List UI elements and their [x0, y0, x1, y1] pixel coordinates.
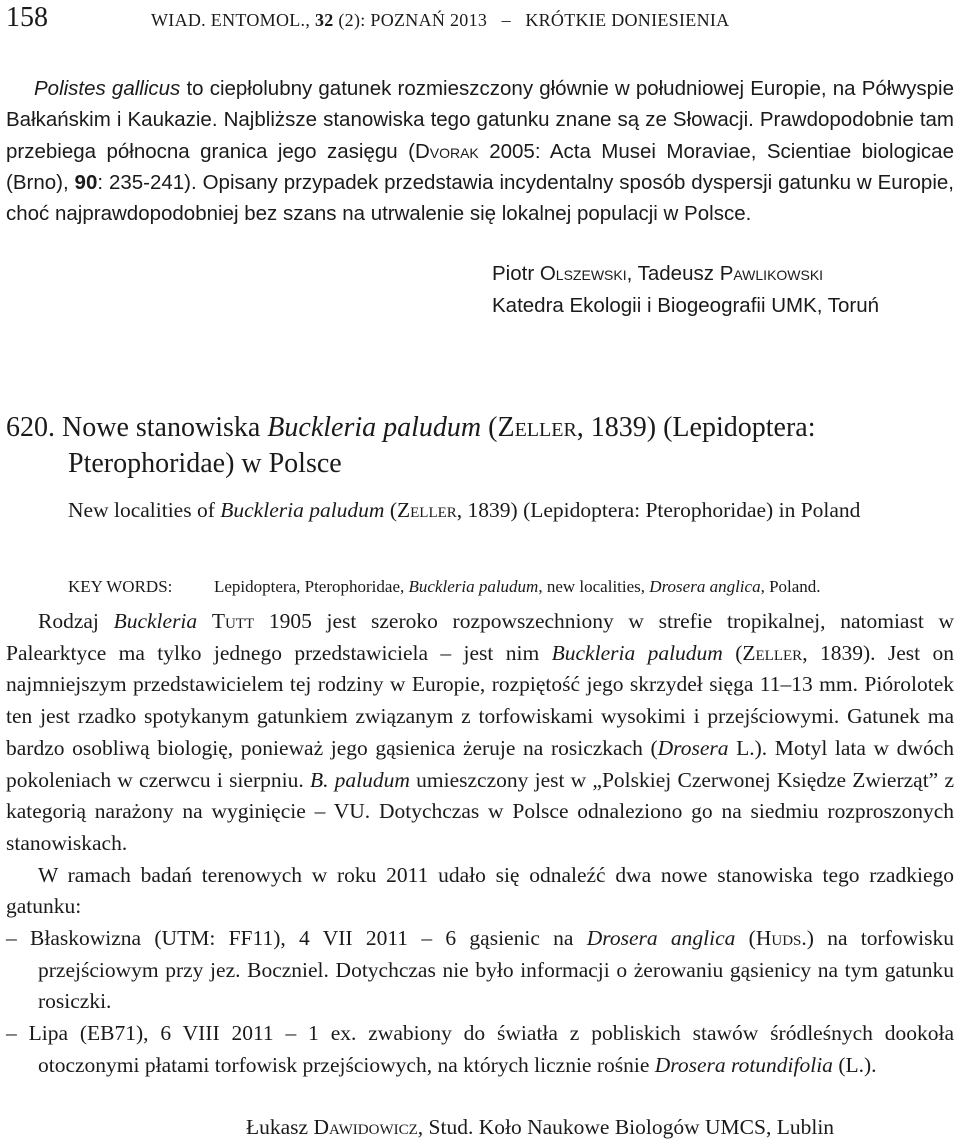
reference-author: Dvorak	[414, 139, 479, 163]
running-head	[151, 10, 729, 31]
locality-item: – Błaskowizna (UTM: FF11), 4 VII 2011 – 6 gąsienic na Drosera anglica (Huds.) na torfowisku przejściowym przy jez. Boczniel. Dotychczas nie było informacji o żerowaniu gąsienicy na tym gatunku rosiczki.	[6, 926, 954, 1014]
title-author: Zeller	[497, 412, 577, 443]
body-paragraph: Rodzaj Buckleria Tutt 1905 jest szeroko rozpowszechniony w strefie tropikalnej, natomiast w Palearktyce ma tylko jednego przedstawiciela – jest nim Buckleria paludum (Zeller, 1839). Jest on najmniejszym przedstawicielem tej rodziny w Europie, rozpiętość jego skrzydeł sięga 11–13 mm. Piórolotek ten jest rzadko spotykanym gatunkiem związanym z torfowiskami wysokimi i przejściowymi. Gatunek ma bardzo osobliwą biologię, ponieważ jego gąsienica żeruje na rosiczkach (Drosera L.). Motyl lata w dwóch pokoleniach w czerwcu i sierpniu. B. paludum umieszczony jest w „Polskiej Czerwonej Księdze Zwierząt” z kategorią narażony na wyginięcie – VU. Dotychczas w Polsce odnaleziono go na siedmiu rozproszonych stanowiskach.	[6, 609, 954, 855]
previous-note-text: Polistes gallicus to ciepłolubny gatunek rozmieszczony głównie w południowej Europie, na Półwyspie Bałkańskim i Kaukazie. Najbliższe stanowiska tego gatunku znane są ze Słowacji. Prawdopodobnie tam przebiega północna granica jego zasięgu (Dvorak 2005: Acta Musei Moraviae, Scientiae biologicae (Brno), 90: 235-241). Opisany przypadek przedstawia incydentalny sposób dyspersji gatunku w Europie, choć najprawdopodobniej bez szans na utrwalenie się lokalnej populacji w Polsce.	[6, 77, 954, 226]
issue-info: (2): POZNAŃ 2013	[338, 10, 488, 30]
species-name: Polistes gallicus	[34, 77, 181, 100]
article-title: 620. Nowe stanowiska Buckleria paludum (Zeller, 1839) (Lepidoptera: Pterophoridae) w Polsce	[6, 412, 816, 479]
page-header	[6, 2, 954, 38]
volume-number: 32	[314, 10, 334, 30]
title-species: Buckleria paludum	[267, 412, 482, 443]
previous-note-authors: Piotr Olszewski, Tadeusz Pawlikowski	[492, 262, 824, 285]
key-words-label: KEY WORDS:	[68, 577, 173, 596]
previous-note-affiliation: Katedra Ekologii i Biogeografii UMK, Toruń	[492, 294, 880, 317]
article-number: 620.	[6, 412, 55, 443]
body-paragraph: W ramach badań terenowych w roku 2011 udało się odnaleźć dwa nowe stanowiska tego rzadkiego gatunku:	[6, 862, 954, 919]
english-title: New localities of Buckleria paludum (Zeller, 1839) (Lepidoptera: Pterophoridae) in Poland	[68, 498, 861, 522]
article-author-signature: Łukasz Dawidowicz, Stud. Koło Naukowe Biologów UMCS, Lublin	[246, 1115, 835, 1139]
journal-abbrev: WIAD. ENTOMOL.,	[151, 10, 311, 30]
article-body	[6, 606, 954, 1082]
key-words: KEY WORDS: Lepidoptera, Pterophoridae, Buckleria paludum, new localities, Drosera anglica, Poland.	[68, 574, 960, 600]
reference-volume: 90	[74, 170, 98, 194]
section-name: KRÓTKIE DONIESIENIA	[525, 10, 730, 30]
header-dash: –	[501, 10, 511, 30]
page-number: 158	[6, 2, 48, 33]
locality-item: – Lipa (EB71), 6 VIII 2011 – 1 ex. zwabiony do światła z pobliskich stawów śródleśnych dookoła otoczonymi płatami torfowisk przejściowych, na których licznie rośnie Drosera rotundifolia (L.).	[6, 1021, 954, 1077]
